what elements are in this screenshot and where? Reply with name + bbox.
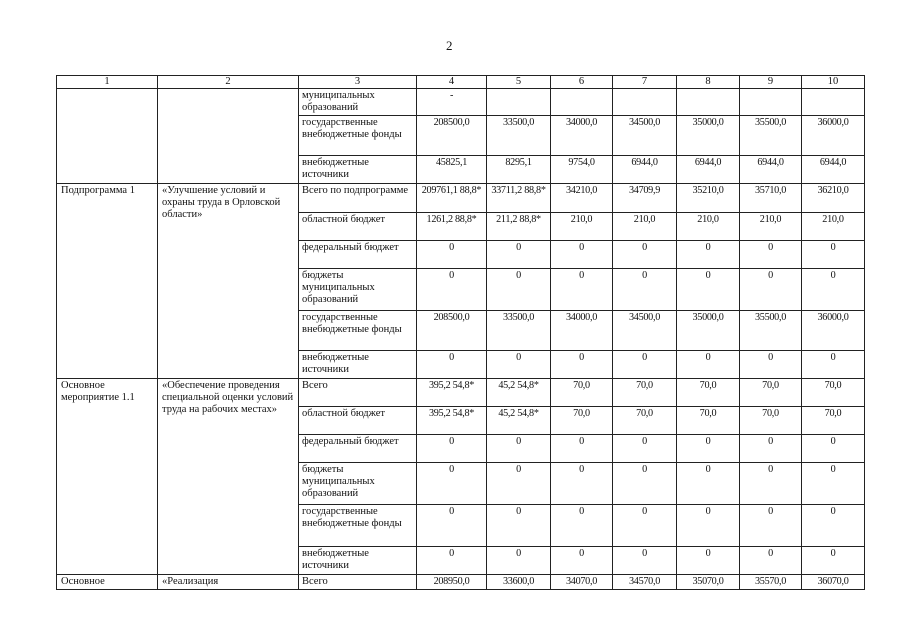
value-cell: 0 [551, 505, 613, 547]
value-cell: 34070,0 [551, 575, 613, 590]
program-cell: Основное [57, 575, 158, 590]
funding-source-cell: федеральный бюджет [299, 241, 417, 269]
value-cell: 8295,1 [487, 156, 551, 184]
value-cell: 210,0 [740, 213, 802, 241]
value-cell: 0 [677, 269, 740, 311]
value-cell: 6944,0 [802, 156, 865, 184]
value-cell: 1261,2 88,8* [417, 213, 487, 241]
value-cell: 0 [487, 435, 551, 463]
funding-source-cell: Всего [299, 379, 417, 407]
value-cell: 0 [677, 351, 740, 379]
column-header: 8 [677, 76, 740, 89]
value-cell: 0 [551, 547, 613, 575]
value-cell: 36000,0 [802, 311, 865, 351]
value-cell: 34500,0 [613, 311, 677, 351]
value-cell: 0 [677, 463, 740, 505]
value-cell: 6944,0 [740, 156, 802, 184]
budget-table-body [57, 76, 865, 590]
value-cell: 0 [417, 463, 487, 505]
value-cell: 35000,0 [677, 311, 740, 351]
value-cell: 0 [802, 505, 865, 547]
value-cell: 70,0 [740, 379, 802, 407]
value-cell: 0 [487, 269, 551, 311]
value-cell: 208950,0 [417, 575, 487, 590]
value-cell: 0 [551, 269, 613, 311]
value-cell: 0 [613, 435, 677, 463]
value-cell: 36000,0 [802, 116, 865, 156]
value-cell [551, 89, 613, 116]
value-cell: 33600,0 [487, 575, 551, 590]
funding-source-cell: областной бюджет [299, 407, 417, 435]
value-cell: 0 [613, 547, 677, 575]
column-header: 9 [740, 76, 802, 89]
value-cell: 0 [802, 241, 865, 269]
value-cell: 6944,0 [677, 156, 740, 184]
value-cell: 0 [740, 505, 802, 547]
value-cell: 45825,1 [417, 156, 487, 184]
value-cell: 9754,0 [551, 156, 613, 184]
value-cell: 0 [417, 505, 487, 547]
value-cell: 35210,0 [677, 184, 740, 213]
column-header: 6 [551, 76, 613, 89]
value-cell: 395,2 54,8* [417, 379, 487, 407]
funding-source-cell: федеральный бюджет [299, 435, 417, 463]
title-cell: «Реализация [158, 575, 299, 590]
value-cell: 208500,0 [417, 311, 487, 351]
column-header: 2 [158, 76, 299, 89]
value-cell [487, 89, 551, 116]
value-cell: 0 [487, 547, 551, 575]
value-cell: 34210,0 [551, 184, 613, 213]
column-header: 5 [487, 76, 551, 89]
value-cell: 0 [417, 351, 487, 379]
value-cell: 36070,0 [802, 575, 865, 590]
value-cell: 0 [613, 351, 677, 379]
value-cell: 35070,0 [677, 575, 740, 590]
table-row [57, 575, 865, 590]
value-cell: 70,0 [551, 407, 613, 435]
value-cell: 33711,2 88,8* [487, 184, 551, 213]
value-cell: 0 [613, 505, 677, 547]
value-cell: 70,0 [802, 379, 865, 407]
column-header: 10 [802, 76, 865, 89]
value-cell: 208500,0 [417, 116, 487, 156]
value-cell: 35500,0 [740, 311, 802, 351]
value-cell: 0 [487, 241, 551, 269]
value-cell: 0 [417, 269, 487, 311]
program-cell: Основное мероприятие 1.1 [57, 379, 158, 575]
value-cell: 45,2 54,8* [487, 407, 551, 435]
value-cell: 210,0 [613, 213, 677, 241]
value-cell: 70,0 [613, 407, 677, 435]
value-cell: 70,0 [802, 407, 865, 435]
value-cell: 0 [802, 351, 865, 379]
program-cell [57, 89, 158, 184]
value-cell: 395,2 54,8* [417, 407, 487, 435]
value-cell: 0 [551, 435, 613, 463]
value-cell: 33500,0 [487, 311, 551, 351]
value-cell: 0 [802, 435, 865, 463]
value-cell: 34709,9 [613, 184, 677, 213]
funding-source-cell: государственные внебюджетные фонды [299, 311, 417, 351]
value-cell: 0 [613, 269, 677, 311]
budget-table [56, 75, 865, 590]
column-header: 7 [613, 76, 677, 89]
title-cell: «Обеспечение проведения специальной оценки условий труда на рабочих местах» [158, 379, 299, 575]
funding-source-cell: государственные внебюджетные фонды [299, 505, 417, 547]
funding-source-cell: бюджеты муниципальных образований [299, 269, 417, 311]
value-cell: 36210,0 [802, 184, 865, 213]
value-cell: 0 [677, 547, 740, 575]
value-cell: 0 [613, 463, 677, 505]
value-cell [613, 89, 677, 116]
funding-source-cell: внебюджетные источники [299, 547, 417, 575]
value-cell: 210,0 [677, 213, 740, 241]
funding-source-cell: государственные внебюджетные фонды [299, 116, 417, 156]
value-cell: 33500,0 [487, 116, 551, 156]
value-cell: 210,0 [802, 213, 865, 241]
value-cell: 0 [740, 269, 802, 311]
column-header: 4 [417, 76, 487, 89]
value-cell: 0 [740, 547, 802, 575]
value-cell: 0 [740, 241, 802, 269]
value-cell: 34000,0 [551, 311, 613, 351]
value-cell: - [417, 89, 487, 116]
value-cell: 0 [487, 505, 551, 547]
value-cell: 0 [487, 351, 551, 379]
value-cell: 34570,0 [613, 575, 677, 590]
value-cell [677, 89, 740, 116]
value-cell: 0 [802, 547, 865, 575]
value-cell: 0 [487, 463, 551, 505]
value-cell: 0 [802, 269, 865, 311]
table-row [57, 184, 865, 213]
value-cell: 0 [677, 241, 740, 269]
column-header: 3 [299, 76, 417, 89]
funding-source-cell: Всего [299, 575, 417, 590]
value-cell: 6944,0 [613, 156, 677, 184]
funding-source-cell: муниципальных образований [299, 89, 417, 116]
value-cell: 35000,0 [677, 116, 740, 156]
title-cell: «Улучшение условий и охраны труда в Орловской области» [158, 184, 299, 379]
value-cell: 0 [802, 463, 865, 505]
funding-source-cell: областной бюджет [299, 213, 417, 241]
funding-source-cell: Всего по подпрограмме [299, 184, 417, 213]
value-cell: 210,0 [551, 213, 613, 241]
value-cell: 0 [740, 351, 802, 379]
value-cell: 70,0 [677, 379, 740, 407]
value-cell: 0 [551, 463, 613, 505]
value-cell: 0 [417, 241, 487, 269]
value-cell: 0 [740, 435, 802, 463]
title-cell [158, 89, 299, 184]
value-cell: 34500,0 [613, 116, 677, 156]
value-cell [740, 89, 802, 116]
value-cell: 0 [677, 505, 740, 547]
budget-table-container [56, 75, 865, 590]
value-cell: 0 [740, 463, 802, 505]
value-cell: 70,0 [740, 407, 802, 435]
value-cell: 34000,0 [551, 116, 613, 156]
column-number-row [57, 76, 865, 89]
value-cell: 0 [551, 241, 613, 269]
page-number: 2 [446, 38, 453, 53]
value-cell: 70,0 [613, 379, 677, 407]
value-cell: 35570,0 [740, 575, 802, 590]
value-cell: 211,2 88,8* [487, 213, 551, 241]
value-cell: 70,0 [677, 407, 740, 435]
funding-source-cell: бюджеты муниципальных образований [299, 463, 417, 505]
funding-source-cell: внебюджетные источники [299, 156, 417, 184]
program-cell: Подпрограмма 1 [57, 184, 158, 379]
column-header: 1 [57, 76, 158, 89]
value-cell: 0 [551, 351, 613, 379]
value-cell: 35500,0 [740, 116, 802, 156]
value-cell: 0 [417, 435, 487, 463]
value-cell: 0 [677, 435, 740, 463]
table-row [57, 89, 865, 116]
value-cell: 209761,1 88,8* [417, 184, 487, 213]
value-cell: 35710,0 [740, 184, 802, 213]
value-cell: 70,0 [551, 379, 613, 407]
value-cell: 45,2 54,8* [487, 379, 551, 407]
value-cell: 0 [417, 547, 487, 575]
value-cell: 0 [613, 241, 677, 269]
value-cell [802, 89, 865, 116]
funding-source-cell: внебюджетные источники [299, 351, 417, 379]
table-row [57, 379, 865, 407]
